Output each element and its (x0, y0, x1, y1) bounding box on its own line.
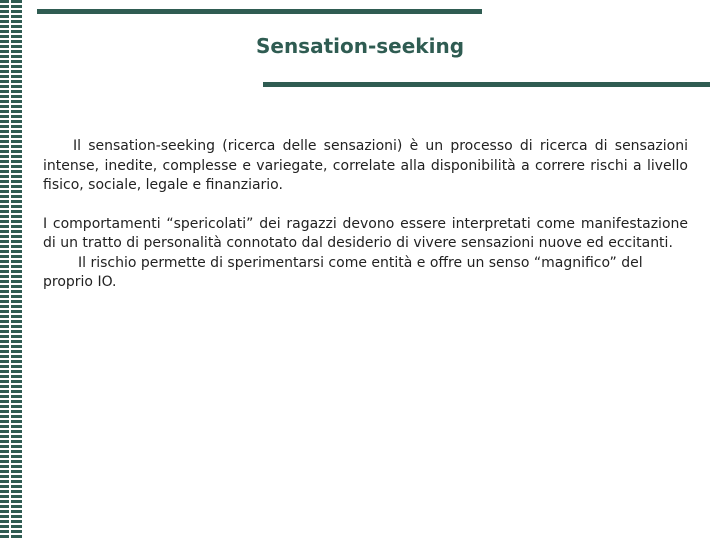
paragraph-risk: Il rischio permette di sperimentarsi come entità e offre un senso “magnifico” del proprio IO. (43, 254, 643, 290)
paragraph-definition: Il sensation-seeking (ricerca delle sensazioni) è un processo di ricerca di sensazioni intense, inedite, complesse e variegate, correlate alla disponibilità a correre rischi a livello fisico, sociale, legale e finanziario. (43, 138, 688, 193)
paragraph-behaviour: I comportamenti “spericolati” dei ragazzi devono essere interpretati come manifestazione di un tratto di personalità connotato dal desiderio di vivere sensazioni nuove ed eccitanti. (43, 215, 688, 251)
top-divider-bar (37, 9, 482, 14)
slide-title: Sensation-seeking (255, 34, 465, 58)
title-underline-bar (263, 82, 710, 87)
slide-body (43, 137, 688, 293)
left-decorative-stripe (0, 0, 22, 540)
